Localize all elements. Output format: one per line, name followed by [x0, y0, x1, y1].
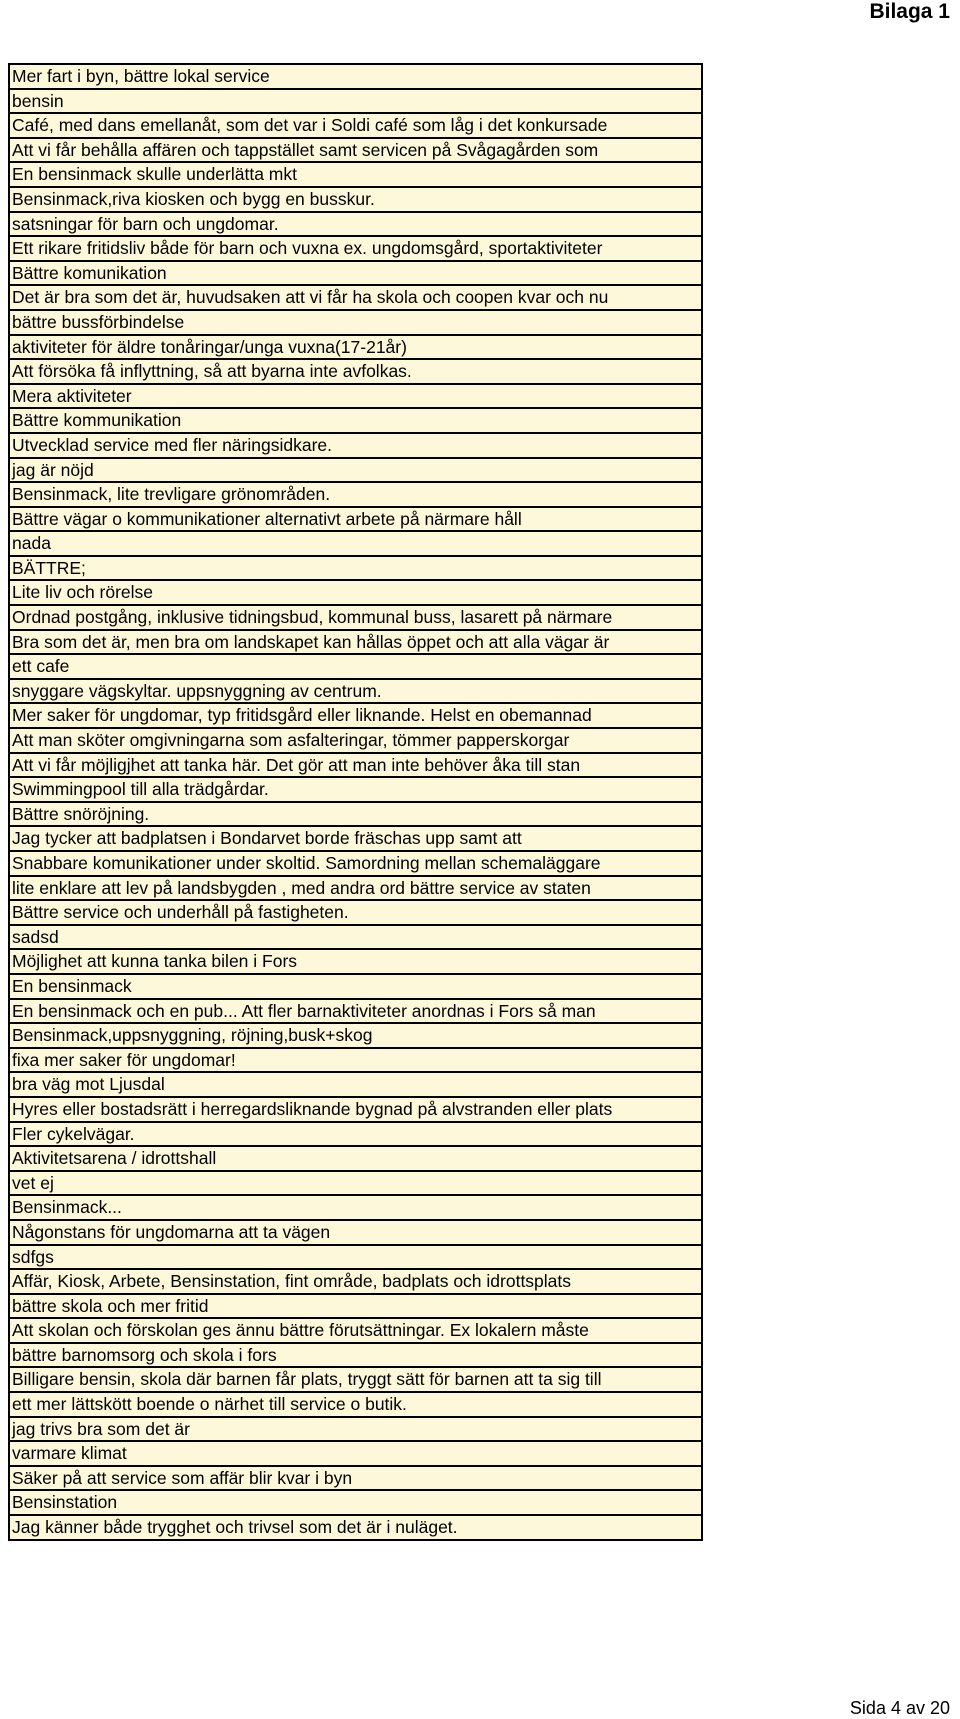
table-row: Mer fart i byn, bättre lokal service [10, 65, 701, 90]
table-row: Att man sköter omgivningarna som asfalteringar, tömmer papperskorgar [10, 729, 701, 754]
table-row: BÄTTRE; [10, 557, 701, 582]
table-row: nada [10, 532, 701, 557]
table-row: lite enklare att lev på landsbygden , med andra ord bättre service av staten [10, 877, 701, 902]
table-row: Någonstans för ungdomarna att ta vägen [10, 1221, 701, 1246]
table-row: sdfgs [10, 1246, 701, 1271]
table-row: Jag tycker att badplatsen i Bondarvet borde fräschas upp samt att [10, 827, 701, 852]
table-row: sadsd [10, 926, 701, 951]
response-table [8, 63, 703, 1541]
appendix-label: Bilaga 1 [869, 0, 950, 23]
table-row: Fler cykelvägar. [10, 1123, 701, 1148]
page-number: Sida 4 av 20 [849, 1698, 950, 1718]
table-row: satsningar för barn och ungdomar. [10, 213, 701, 238]
table-row: Snabbare komunikationer under skoltid. Samordning mellan schemaläggare [10, 852, 701, 877]
table-row: bra väg mot Ljusdal [10, 1073, 701, 1098]
table-row: Hyres eller bostadsrätt i herregardsliknande bygnad på alvstranden eller plats [10, 1098, 701, 1123]
table-row: Aktivitetsarena / idrottshall [10, 1147, 701, 1172]
table-row: Utvecklad service med fler näringsidkare. [10, 434, 701, 459]
table-row: Möjlighet att kunna tanka bilen i Fors [10, 950, 701, 975]
table-row: Lite liv och rörelse [10, 581, 701, 606]
table-row: Bättre snöröjning. [10, 803, 701, 828]
table-row: vet ej [10, 1172, 701, 1197]
table-row: Bensinstation [10, 1491, 701, 1516]
table-row: Bensinmack,riva kiosken och bygg en busskur. [10, 188, 701, 213]
table-row: Ett rikare fritidsliv både för barn och vuxna ex. ungdomsgård, sportaktiviteter [10, 237, 701, 262]
table-row: Att vi får behålla affären och tappstället samt servicen på Svågagården som [10, 139, 701, 164]
table-row: Det är bra som det är, huvudsaken att vi får ha skola och coopen kvar och nu [10, 286, 701, 311]
table-row: bättre bussförbindelse [10, 311, 701, 336]
table-row: Ordnad postgång, inklusive tidningsbud, kommunal buss, lasarett på närmare [10, 606, 701, 631]
table-row: bensin [10, 90, 701, 115]
table-row: Mera aktiviteter [10, 385, 701, 410]
table-row: bättre skola och mer fritid [10, 1295, 701, 1320]
table-row: Bensinmack,uppsnyggning, röjning,busk+skog [10, 1024, 701, 1049]
table-row: Bättre vägar o kommunikationer alternativt arbete på närmare håll [10, 508, 701, 533]
table-row: Café, med dans emellanåt, som det var i Soldi café som låg i det konkursade [10, 114, 701, 139]
table-row: varmare klimat [10, 1442, 701, 1467]
table-row: Mer saker för ungdomar, typ fritidsgård eller liknande. Helst en obemannad [10, 704, 701, 729]
table-row: Säker på att service som affär blir kvar i byn [10, 1467, 701, 1492]
table-row: snyggare vägskyltar. uppsnyggning av centrum. [10, 680, 701, 705]
table-row: Bensinmack, lite trevligare grönområden. [10, 483, 701, 508]
table-row: Bättre kommunikation [10, 409, 701, 434]
table-row: En bensinmack skulle underlätta mkt [10, 163, 701, 188]
table-row: Jag känner både trygghet och trivsel som det är i nuläget. [10, 1516, 701, 1541]
table-row: jag är nöjd [10, 459, 701, 484]
table-row: Bättre komunikation [10, 262, 701, 287]
table-row: Bensinmack... [10, 1196, 701, 1221]
table-row: Att försöka få inflyttning, så att byarna inte avfolkas. [10, 360, 701, 385]
table-row: aktiviteter för äldre tonåringar/unga vuxna(17-21år) [10, 336, 701, 361]
table-row: ett cafe [10, 655, 701, 680]
table-row: Att skolan och förskolan ges ännu bättre förutsättningar. Ex lokalern måste [10, 1319, 701, 1344]
table-row: En bensinmack [10, 975, 701, 1000]
table-row: jag trivs bra som det är [10, 1418, 701, 1443]
table-row: Bra som det är, men bra om landskapet kan hållas öppet och att alla vägar är [10, 631, 701, 656]
table-row: Swimmingpool till alla trädgårdar. [10, 778, 701, 803]
table-row: Billigare bensin, skola där barnen får plats, tryggt sätt för barnen att ta sig till [10, 1368, 701, 1393]
table-row: En bensinmack och en pub... Att fler barnaktiviteter anordnas i Fors så man [10, 1000, 701, 1025]
table-row: ett mer lättskött boende o närhet till service o butik. [10, 1393, 701, 1418]
table-row: Att vi får möjligjhet att tanka här. Det gör att man inte behöver åka till stan [10, 754, 701, 779]
table-row: Affär, Kiosk, Arbete, Bensinstation, fint område, badplats och idrottsplats [10, 1270, 701, 1295]
table-row: Bättre service och underhåll på fastigheten. [10, 901, 701, 926]
table-row: fixa mer saker för ungdomar! [10, 1049, 701, 1074]
table-row: bättre barnomsorg och skola i fors [10, 1344, 701, 1369]
